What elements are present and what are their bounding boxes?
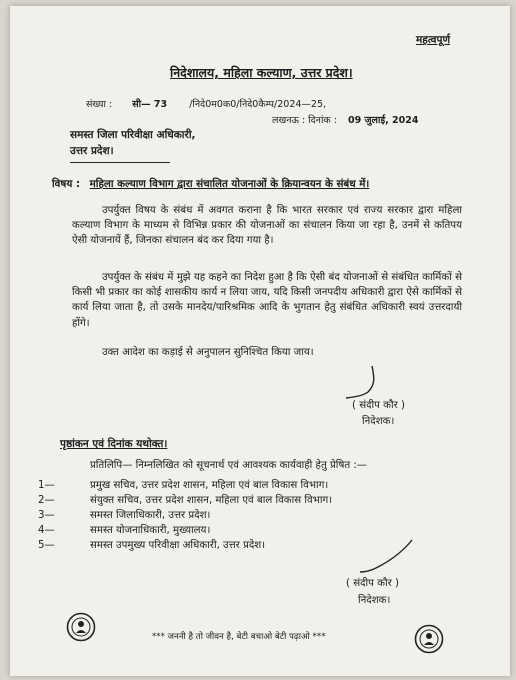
copy-recipient [38,537,265,551]
beti-bachao-logo-right [414,624,444,654]
signatory-name-2: ( संदीप कौर ) [346,578,400,589]
letter-date: 09 जुलाई, 2024 [347,115,419,126]
body-paragraph-2: उपर्युक्त के संबंध में मुझे यह कहने का निदेश हुआ है कि ऐसी बंद योजनाओं से संबंधित कार्मिकों से किसी भी प्रकार का कोई शासकीय कार्य न लिया जाय, यदि किसी जनपदीय अधिकारी द्वारा ऐसे कार्मिकों से कार्य लिया जाता है, तो उसके मानदेय/पारिश्रमिक आदि के भुगतान हेतु संबंधित अधिकारी स्वयं उत्तरदायी होंगे। [72,272,462,329]
copy-recipient [38,522,210,536]
copy-recipient [38,507,210,521]
copy-recipient-number: 2— [38,495,55,506]
body-paragraph-1: उपर्युक्त विषय के संबंध में अवगत कराना है कि भारत सरकार एवं राज्य सरकार द्वारा महिला कल्याण विभाग के माध्यम से विभिन्न प्रकार की योजनाओं का संचालन किया जा रहा है, उनमें से कतिपय ऐसी योजनायें हैं, जिनका संचालन बंद कर दिया गया है। [72,205,462,247]
addressee-line-1: समस्त जिला परिवीक्षा अधिकारी, [70,129,196,141]
copy-intro: प्रतिलिपि— निम्नलिखित को सूचनार्थ एवं आवश्यक कार्यवाही हेतु प्रेषित :— [90,460,367,471]
copy-recipient [38,477,328,491]
addressee-line-2: उत्तर प्रदेश। [70,145,114,157]
letter-page [10,6,510,676]
copy-recipient-text: समस्त योजनाधिकारी, मुख्यालय। [90,525,211,536]
copy-recipient [38,492,332,506]
body-paragraph-3: उक्त आदेश का कड़ाई से अनुपालन सुनिश्चित किया जाय। [102,347,314,358]
sankhya-label: संख्या : [86,99,113,110]
copy-recipient-number: 3— [38,510,55,521]
copy-recipient-number: 4— [38,525,55,536]
subject-line [52,177,369,191]
sankhya-value: सी— 73 [132,99,168,110]
signatory-title-1: निदेशक। [362,416,395,427]
subject-label: विषय : [52,178,81,190]
addressee-divider [70,162,170,163]
director-signature-2 [356,536,416,576]
footer-slogan: *** जननी है तो जीवन है, बेटी बचाओ बेटी पढ़ाओ *** [152,632,326,642]
place-date-label: लखनऊ : दिनांक : [272,115,337,126]
copy-recipient-number: 5— [38,540,55,551]
endorsement-heading: पृष्ठांकन एवं दिनांक यथोक्त। [60,438,168,450]
copy-recipient-text: समस्त जिलाधिकारी, उत्तर प्रदेश। [90,510,211,521]
subject-text: महिला कल्याण विभाग द्वारा संचालित योजनाओं के क्रियान्वयन के संबंध में। [89,178,370,190]
copy-recipient-text: संयुक्त सचिव, उत्तर प्रदेश शासन, महिला एवं बाल विकास विभाग। [90,495,333,506]
directorate-heading: निदेशालय, महिला कल्याण, उत्तर प्रदेश। [170,65,353,80]
place-date-line [272,113,418,126]
beti-bachao-logo-left [66,612,96,642]
copy-recipient-text: समस्त उपमुख्य परिवीक्षा अधिकारी, उत्तर प्रदेश। [90,540,266,551]
reference-line [86,97,326,110]
signatory-name-1: ( संदीप कौर ) [352,400,406,411]
important-label: महत्वपूर्ण [416,34,451,46]
copy-recipient-number: 1— [38,480,55,491]
file-reference: /निदे0म0क0/निदे0कैम्प/2024—25, [189,99,327,110]
signatory-title-2: निदेशक। [358,595,391,606]
copy-recipient-text: प्रमुख सचिव, उत्तर प्रदेश शासन, महिला एवं बाल विकास विभाग। [90,480,329,491]
